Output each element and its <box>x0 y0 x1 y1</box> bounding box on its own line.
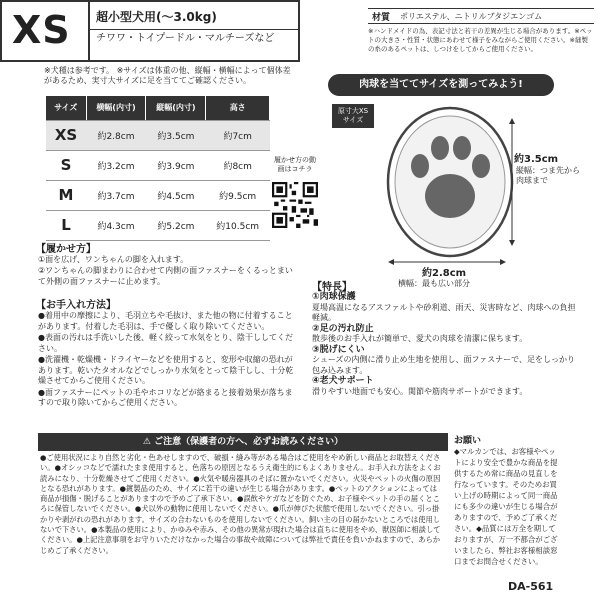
table-cell: 約4.5cm <box>146 180 206 210</box>
size-description <box>88 2 300 60</box>
features-title: 【特長】 <box>312 282 352 293</box>
care-item: ●面ファスナーにペットの毛やホコリなどが絡まると接着効果が落ちますので取り除いてからご使用ください。 <box>38 387 293 407</box>
table-row <box>46 210 270 240</box>
qr-label: 履かせ方の動画はコチラ <box>274 156 316 173</box>
actual-size-badge: 原寸大XSサイズ <box>332 104 374 128</box>
care-item: ●着用中の摩擦により、毛羽立ちや毛抜け、また他の物に付着することがあります。付着した毛羽は、手で優しく取り除いてください。 <box>38 311 293 331</box>
care-item: ●表面の汚れは手洗いした後、軽く絞って水気をとり、陰干ししてください。 <box>38 333 293 353</box>
how-to-wear-body <box>38 254 300 287</box>
table-cell: 約7cm <box>206 120 270 150</box>
table-cell: 約10.5cm <box>206 210 270 240</box>
how-to-wear-title: 【履かせ方】 <box>36 244 96 255</box>
table-cell: 約3.7cm <box>86 180 146 210</box>
table-header: サイズ <box>46 96 86 120</box>
size-breeds: チワワ・トイプードル・マルチーズなど <box>96 33 275 44</box>
vertical-dimension-arrow-icon <box>508 118 516 246</box>
table-cell: 約3.5cm <box>146 120 206 150</box>
care-item: ●洗濯機・乾燥機・ドライヤーなどを使用すると、変形や収縮の恐れがあります。乾いたタオルなどでしっかり水気をとって陰干しし、十分乾燥させてからご使用ください。 <box>38 355 294 385</box>
table-header: 高さ <box>206 96 270 120</box>
paw-outline-icon <box>380 104 520 264</box>
table-cell-size: L <box>46 210 86 240</box>
notice-title: お願い <box>454 436 482 446</box>
feature-heading: ①肉球保護 <box>312 292 356 302</box>
table-cell: 約4.3cm <box>86 210 146 240</box>
qr-code-icon[interactable] <box>272 182 318 228</box>
product-code: DA-561 <box>508 580 554 593</box>
features-body <box>312 292 582 397</box>
feature-text: シューズの内側に滑り止め生地を使用し、面ファスナーで、足をしっかり包み込みます。 <box>312 355 575 375</box>
size-table <box>46 96 270 241</box>
caution-header <box>38 433 448 451</box>
caution-title: ご注意（保護者の方へ、必ずお読みください） <box>154 437 344 447</box>
horizontal-size: 約2.8cm <box>422 268 467 279</box>
size-code: XS <box>12 8 71 52</box>
table-cell-size: M <box>46 180 86 210</box>
how-step: ②ワンちゃんの脚まわりに合わせて内側の面ファスナーをくるっとまいて外側の面ファスナーに止めます。 <box>38 266 293 286</box>
size-header <box>0 0 300 62</box>
table-cell-size: S <box>46 150 86 180</box>
feature-heading: ②足の汚れ防止 <box>312 323 374 334</box>
table-cell: 約3.2cm <box>86 150 146 180</box>
care-title: 【お手入れ方法】 <box>36 300 116 311</box>
table-cell: 約8cm <box>206 150 270 180</box>
feature-heading: ③脱げにくい <box>312 344 365 355</box>
feature-text: 夏場高温になるアスファルトや砂利道、雨天、災害時など、肉球への負担軽減。 <box>312 302 576 322</box>
table-row <box>46 150 270 180</box>
caution-body: ●ご使用状況により自然と劣化・色あせしますので、破損・縫み等がある場合はご使用をやめ新しい商品とお取替えください。●オシッコなどで濡れたまま使用すると、色落ちの原因となるうえ衛生的にもよくありません。お手入れ方法をよくお読みになり、十分乾燥させてご使用ください。●火気や暖房器具のそばに置かないでください。火災やペットの火傷の原因となる恐れがあります。●鍍製品のため、サイズに若干の違いが生じる場合があります。●ペットのアクションによっては商品が損傷・脱げることがありますので予めご了承下さい。●誤飲やケガなどを防ぐため、お子様やペットの手の届くところに保管しないでください。●犬以外の動物に使用しないでください。●爪が伸びた状態で使用しないでください。引っ掛かりや剥がれの恐れがあります。サイズの合わないものを使用しないでください。飼い主の目の届かないところでは使用しないで下さい。●本製品の使用により、かゆみや赤み、その他の異常が現れた場合は直ちに使用をやめ、獣医師に相談してください。●上記注意事項をお守りいただけなかった場合の事故や故障については弊社で責任を負いかねますので、あらかじめご了承ください。 <box>40 453 441 555</box>
table-header: 横幅(内寸) <box>86 96 146 120</box>
warning-icon: ⚠ <box>142 437 155 447</box>
table-cell-size: XS <box>46 120 86 150</box>
material-value: ポリエステル、ニトリルブタジエンゴム <box>400 11 543 21</box>
size-note: ※犬種は参考です。 ※サイズは体重の他、縦幅・横幅によって個体差があるため、実寸大サイズに足を当ててご確認ください。 <box>44 66 291 85</box>
table-cell: 約2.8cm <box>86 120 146 150</box>
table-header: 縦幅(内寸) <box>146 96 206 120</box>
material-notes: ※ハンドメイドの為、表記寸法と若干の差異が生じる場合があります。※ペットの大きさ・性質・状態にあわせて様子をみながらご使用ください。※縫製の糸のあるペットは、しつけをしてからご使用ください。 <box>368 27 593 53</box>
table-row <box>46 180 270 210</box>
vertical-size-note: 縦幅：つま先から肉球まで <box>516 166 580 185</box>
table-row <box>46 120 270 150</box>
table-header-row <box>46 96 270 120</box>
size-weight: 超小型犬用(～3.0kg) <box>90 2 300 30</box>
horizontal-size-note: 横幅：最も広い部分 <box>398 279 470 288</box>
feature-text: 散歩後のお手入れが簡単で、愛犬の肉球を清潔に保ちます。 <box>312 334 528 343</box>
feature-text: 滑りやすい地面でも安心。関節や筋肉サポートができます。 <box>312 386 528 396</box>
material-row <box>368 8 594 24</box>
table-cell: 約5.2cm <box>146 210 206 240</box>
vertical-size: 約3.5cm <box>514 154 559 165</box>
notice-body: ◆マルカンでは、お客様やペットにより安全で豊かな商品を提供するため常に商品の見直しを行なっています。そのためお買い上げの時期によって同一商品にも多少の違いが生じる場合がありますので、予めご了承ください。◆品質には万全を期しておりますが、万一不都合がございましたら、弊社お客様相談窓口までお問合せください。 <box>454 447 558 566</box>
care-body <box>38 311 300 410</box>
material-key: 材質 <box>372 12 391 23</box>
measure-banner: 肉球を当ててサイズを測ってみよう! <box>328 74 554 96</box>
feature-heading: ④老犬サポート <box>312 376 374 386</box>
table-cell: 約3.9cm <box>146 150 206 180</box>
how-step: ①面を広げ、ワンちゃんの脚を入れます。 <box>38 255 189 264</box>
material-section <box>368 8 594 54</box>
table-cell: 約9.5cm <box>206 180 270 210</box>
